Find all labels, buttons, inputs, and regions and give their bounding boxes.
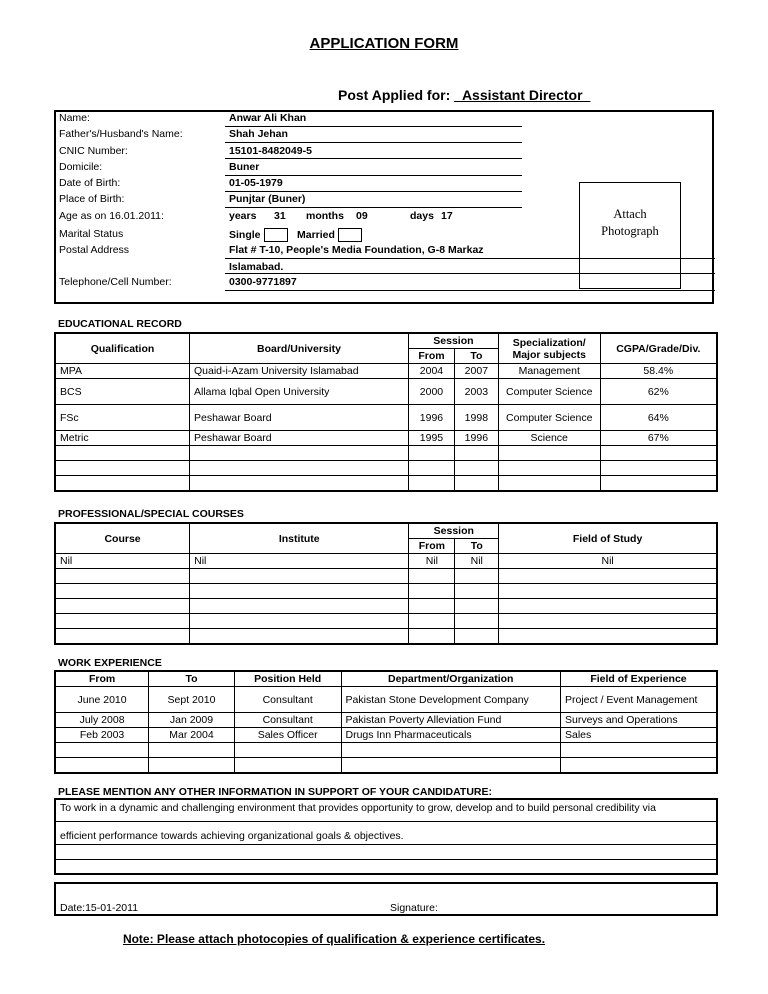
field-underline — [225, 126, 522, 127]
post-value: _Assistant Director_ — [454, 87, 591, 103]
table-row-empty — [55, 584, 717, 599]
table-row-empty — [55, 476, 717, 492]
work-heading: WORK EXPERIENCE — [58, 657, 162, 669]
col-field: Field of Experience — [560, 671, 717, 687]
cell: Consultant — [234, 713, 341, 728]
table-header-row — [55, 523, 717, 539]
field-underline — [225, 207, 522, 208]
col-institute: Institute — [190, 523, 409, 554]
table-row — [55, 364, 717, 379]
photo-placeholder — [579, 182, 681, 289]
cell: BCS — [55, 379, 190, 405]
table-header-row — [55, 671, 717, 687]
cell: Drugs Inn Pharmaceuticals — [341, 728, 560, 743]
cell: Metric — [55, 431, 190, 446]
education-heading: EDUCATIONAL RECORD — [58, 318, 182, 330]
cell: Nil — [55, 554, 190, 569]
cell: 2003 — [454, 379, 498, 405]
dob-label: Date of Birth: — [59, 177, 121, 189]
col-session: Session — [409, 523, 499, 539]
col-specialization: Specialization/ Major subjects — [498, 333, 600, 364]
col-dept: Department/Organization — [341, 671, 560, 687]
cell: 2000 — [409, 379, 455, 405]
age-months-label: months — [306, 210, 344, 222]
cell: 58.4% — [600, 364, 717, 379]
courses-table — [54, 522, 718, 645]
cell: Consultant — [234, 687, 341, 713]
cell: Management — [498, 364, 600, 379]
address-line1: Flat # T-10, People's Media Foundation, G-8 Markaz — [229, 244, 484, 256]
post-applied — [338, 87, 590, 103]
col-session: Session — [409, 333, 499, 349]
age-years-label: years — [229, 210, 257, 222]
other-heading: PLEASE MENTION ANY OTHER INFORMATION IN SUPPORT OF YOUR CANDIDATURE: — [58, 786, 493, 798]
other-line1: To work in a dynamic and challenging environment that provides opportunity to grow, develop and to build personal credibility via — [60, 802, 656, 814]
cell: 67% — [600, 431, 717, 446]
father-value: Shah Jehan — [229, 128, 288, 140]
cell: Feb 2003 — [55, 728, 149, 743]
cell: June 2010 — [55, 687, 149, 713]
cell: Jan 2009 — [149, 713, 235, 728]
cell: Project / Event Management — [560, 687, 717, 713]
table-row — [55, 713, 717, 728]
phone-label: Telephone/Cell Number: — [59, 276, 172, 288]
photo-line2: Photograph — [601, 224, 659, 238]
table-row-empty — [55, 629, 717, 645]
cell: Computer Science — [498, 379, 600, 405]
cell: Surveys and Operations — [560, 713, 717, 728]
field-underline — [225, 175, 522, 176]
row-line — [56, 844, 716, 845]
age-years: 31 — [274, 210, 286, 222]
field-underline — [225, 158, 522, 159]
father-label: Father's/Husband's Name: — [59, 128, 183, 140]
table-row-empty — [55, 461, 717, 476]
col-from: From — [55, 671, 149, 687]
col-from: From — [409, 349, 455, 364]
col-qualification: Qualification — [55, 333, 190, 364]
cell: MPA — [55, 364, 190, 379]
col-to: To — [149, 671, 235, 687]
cell: Sept 2010 — [149, 687, 235, 713]
name-value: Anwar Ali Khan — [229, 112, 307, 124]
age-months: 09 — [356, 210, 368, 222]
cell: 1998 — [454, 405, 498, 431]
row-line — [56, 859, 716, 860]
cell: Computer Science — [498, 405, 600, 431]
field-underline — [225, 142, 522, 143]
education-table — [54, 332, 718, 492]
single-checkbox[interactable] — [264, 228, 288, 242]
cell: 64% — [600, 405, 717, 431]
cell: Sales — [560, 728, 717, 743]
cnic-value: 15101-8482049-5 — [229, 145, 312, 157]
age-label: Age as on 16.01.2011: — [59, 210, 164, 222]
table-row — [55, 405, 717, 431]
cell: Nil — [409, 554, 455, 569]
phone-value: 0300-9771897 — [229, 276, 297, 288]
cell: Peshawar Board — [190, 405, 409, 431]
table-row-empty — [55, 758, 717, 774]
cell: Nil — [455, 554, 499, 569]
courses-heading: PROFESSIONAL/SPECIAL COURSES — [58, 508, 244, 520]
pob-value: Punjtar (Buner) — [229, 193, 306, 205]
work-table — [54, 670, 718, 774]
cell: 2004 — [409, 364, 455, 379]
table-row — [55, 554, 717, 569]
cell: 2007 — [454, 364, 498, 379]
table-row-empty — [55, 446, 717, 461]
married-checkbox[interactable] — [338, 228, 362, 242]
cell: 1996 — [454, 431, 498, 446]
age-days: 17 — [441, 210, 453, 222]
cell: 1996 — [409, 405, 455, 431]
cell: Pakistan Poverty Alleviation Fund — [341, 713, 560, 728]
other-info-box — [54, 798, 718, 875]
signature-label: Signature: — [390, 902, 438, 914]
cell: Sales Officer — [234, 728, 341, 743]
married-label: Married — [297, 228, 335, 241]
field-underline — [225, 290, 715, 291]
cell: 1995 — [409, 431, 455, 446]
marital-married — [297, 228, 362, 242]
domicile-value: Buner — [229, 161, 260, 173]
cell: Nil — [499, 554, 717, 569]
cell: FSc — [55, 405, 190, 431]
date-signature-box — [54, 882, 718, 916]
post-label: Post Applied for: — [338, 87, 451, 103]
date-value: Date:15-01-2011 — [60, 902, 139, 914]
single-label: Single — [229, 228, 261, 241]
cell: Quaid-i-Azam University Islamabad — [190, 364, 409, 379]
name-label: Name: — [59, 112, 90, 124]
cnic-label: CNIC Number: — [59, 145, 128, 157]
table-row-empty — [55, 614, 717, 629]
field-underline — [225, 191, 522, 192]
cell: 62% — [600, 379, 717, 405]
col-grade: CGPA/Grade/Div. — [600, 333, 717, 364]
note: Note: Please attach photocopies of qualification & experience certificates. — [122, 932, 546, 946]
address-line2: Islamabad. — [229, 261, 284, 273]
photo-line1: Attach — [613, 207, 647, 221]
cell: Allama Iqbal Open University — [190, 379, 409, 405]
cell: July 2008 — [55, 713, 149, 728]
pob-label: Place of Birth: — [59, 193, 125, 205]
col-to: To — [454, 349, 498, 364]
cell: Science — [498, 431, 600, 446]
cell: Nil — [190, 554, 409, 569]
address-label: Postal Address — [59, 244, 130, 256]
domicile-label: Domicile: — [59, 161, 103, 173]
other-line2: efficient performance towards achieving organizational goals & objectives. — [60, 830, 404, 842]
table-row — [55, 431, 717, 446]
table-row-empty — [55, 599, 717, 614]
marital-label: Marital Status — [59, 228, 124, 240]
table-row-empty — [55, 569, 717, 584]
col-position: Position Held — [234, 671, 341, 687]
col-from: From — [409, 539, 455, 554]
table-header-row — [55, 333, 717, 349]
table-row — [55, 687, 717, 713]
age-days-label: days — [410, 210, 434, 222]
marital-single — [229, 228, 288, 242]
col-field: Field of Study — [499, 523, 717, 554]
cell: Peshawar Board — [190, 431, 409, 446]
cell: Mar 2004 — [149, 728, 235, 743]
form-title: APPLICATION FORM — [309, 35, 459, 52]
col-course: Course — [55, 523, 190, 554]
row-line — [56, 821, 716, 822]
table-row — [55, 379, 717, 405]
col-board: Board/University — [190, 333, 409, 364]
table-row-empty — [55, 743, 717, 758]
table-row — [55, 728, 717, 743]
cell: Pakistan Stone Development Company — [341, 687, 560, 713]
dob-value: 01-05-1979 — [229, 177, 283, 189]
col-to: To — [455, 539, 499, 554]
